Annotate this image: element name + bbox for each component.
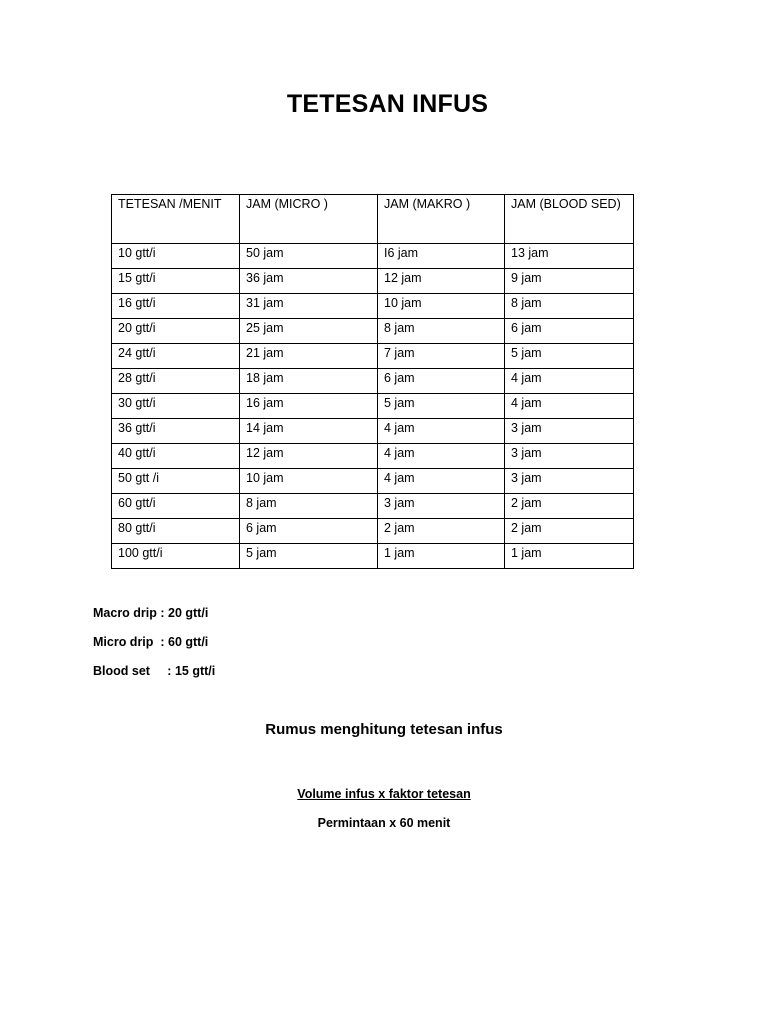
cell-drops: 28 gtt/i: [112, 369, 240, 394]
cell-micro: 14 jam: [240, 419, 378, 444]
table-row: [112, 444, 634, 469]
header-micro-hours: JAM (MICRO ): [240, 195, 378, 244]
table-row: [112, 319, 634, 344]
cell-drops: 20 gtt/i: [112, 319, 240, 344]
cell-blood-set: 3 jam: [505, 419, 634, 444]
cell-macro: 4 jam: [378, 444, 505, 469]
cell-macro: 6 jam: [378, 369, 505, 394]
cell-drops: 36 gtt/i: [112, 419, 240, 444]
cell-macro: 5 jam: [378, 394, 505, 419]
table-row: [112, 519, 634, 544]
cell-macro: I6 jam: [378, 244, 505, 269]
micro-drip-note: Micro drip : 60 gtt/i: [93, 635, 209, 649]
table-row: [112, 469, 634, 494]
formula-numerator-text: Volume infus x faktor tetesan: [297, 787, 471, 801]
cell-drops: 10 gtt/i: [112, 244, 240, 269]
table-row: [112, 269, 634, 294]
table-row: [112, 369, 634, 394]
cell-blood-set: 2 jam: [505, 494, 634, 519]
cell-drops: 24 gtt/i: [112, 344, 240, 369]
cell-macro: 12 jam: [378, 269, 505, 294]
cell-drops: 30 gtt/i: [112, 394, 240, 419]
drip-set-list: [93, 606, 215, 693]
cell-macro: 4 jam: [378, 419, 505, 444]
table-row: [112, 344, 634, 369]
cell-macro: 2 jam: [378, 519, 505, 544]
cell-blood-set: 3 jam: [505, 469, 634, 494]
cell-blood-set: 13 jam: [505, 244, 634, 269]
cell-micro: 50 jam: [240, 244, 378, 269]
table-row: [112, 419, 634, 444]
cell-micro: 5 jam: [240, 544, 378, 569]
cell-macro: 8 jam: [378, 319, 505, 344]
cell-macro: 7 jam: [378, 344, 505, 369]
cell-drops: 40 gtt/i: [112, 444, 240, 469]
formula-numerator: [0, 787, 768, 801]
cell-drops: 100 gtt/i: [112, 544, 240, 569]
formula-denominator: Permintaan x 60 menit: [317, 816, 451, 830]
cell-micro: 6 jam: [240, 519, 378, 544]
table-row: [112, 544, 634, 569]
cell-blood-set: 8 jam: [505, 294, 634, 319]
cell-blood-set: 5 jam: [505, 344, 634, 369]
cell-drops: 50 gtt /i: [112, 469, 240, 494]
cell-micro: 25 jam: [240, 319, 378, 344]
cell-blood-set: 6 jam: [505, 319, 634, 344]
cell-micro: 16 jam: [240, 394, 378, 419]
cell-micro: 36 jam: [240, 269, 378, 294]
header-macro-hours: JAM (MAKRO ): [378, 195, 505, 244]
cell-macro: 3 jam: [378, 494, 505, 519]
table-row: [112, 394, 634, 419]
drip-rate-table: [111, 194, 634, 569]
header-blood-set-hours: JAM (BLOOD SED): [505, 195, 634, 244]
cell-blood-set: 4 jam: [505, 394, 634, 419]
cell-macro: 1 jam: [378, 544, 505, 569]
header-drops-per-minute: TETESAN /MENIT: [112, 195, 240, 244]
cell-macro: 10 jam: [378, 294, 505, 319]
cell-micro: 12 jam: [240, 444, 378, 469]
cell-drops: 16 gtt/i: [112, 294, 240, 319]
cell-micro: 18 jam: [240, 369, 378, 394]
cell-blood-set: 3 jam: [505, 444, 634, 469]
cell-micro: 21 jam: [240, 344, 378, 369]
cell-blood-set: 1 jam: [505, 544, 634, 569]
table-row: [112, 494, 634, 519]
blood-set-note: Blood set : 15 gtt/i: [93, 664, 216, 678]
cell-macro: 4 jam: [378, 469, 505, 494]
cell-micro: 10 jam: [240, 469, 378, 494]
cell-micro: 31 jam: [240, 294, 378, 319]
cell-blood-set: 9 jam: [505, 269, 634, 294]
table-row: [112, 294, 634, 319]
table-row: [112, 244, 634, 269]
page-title: TETESAN INFUS: [286, 90, 489, 118]
cell-micro: 8 jam: [240, 494, 378, 519]
cell-drops: 15 gtt/i: [112, 269, 240, 294]
cell-blood-set: 2 jam: [505, 519, 634, 544]
table-header-row: [112, 195, 634, 244]
cell-drops: 60 gtt/i: [112, 494, 240, 519]
formula-heading: Rumus menghitung tetesan infus: [265, 721, 503, 738]
cell-blood-set: 4 jam: [505, 369, 634, 394]
cell-drops: 80 gtt/i: [112, 519, 240, 544]
macro-drip-note: Macro drip : 20 gtt/i: [93, 606, 209, 620]
